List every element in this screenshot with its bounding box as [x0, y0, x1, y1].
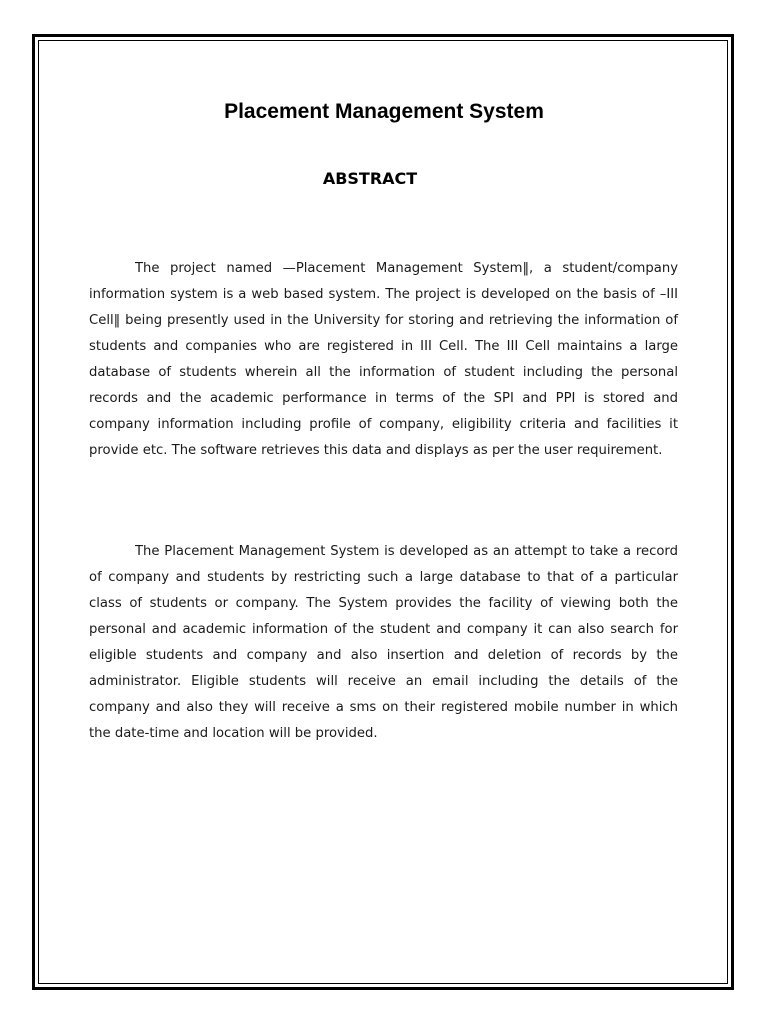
abstract-heading: ABSTRACT [322, 169, 418, 188]
document-title: Placement Management System [224, 100, 544, 123]
abstract-paragraph-2: The Placement Management System is developed as an attempt to take a record of company and students by restricting such a large database to that of a particular class of students or company. The System provides the facility of viewing both the personal and academic information of the student and company it can also search for eligible students and company and also insertion and deletion of records by the administrator. Eligible students will receive an email including the details of the company and also they will receive a sms on their registered mobile number in which the date-time and location will be provided. [89, 544, 678, 741]
abstract-paragraph-1: The project named —Placement Management System‖, a student/company information system is a web based system. The project is developed on the basis of –III Cell‖ being presently used in the University for storing and retrieving the information of students and companies who are registered in III Cell. The III Cell maintains a large database of students wherein all the information of student including the personal records and the academic performance in terms of the SPI and PPI is stored and company information including profile of company, eligibility criteria and facilities it provide etc. The software retrieves this data and displays as per the user requirement. [89, 261, 678, 458]
